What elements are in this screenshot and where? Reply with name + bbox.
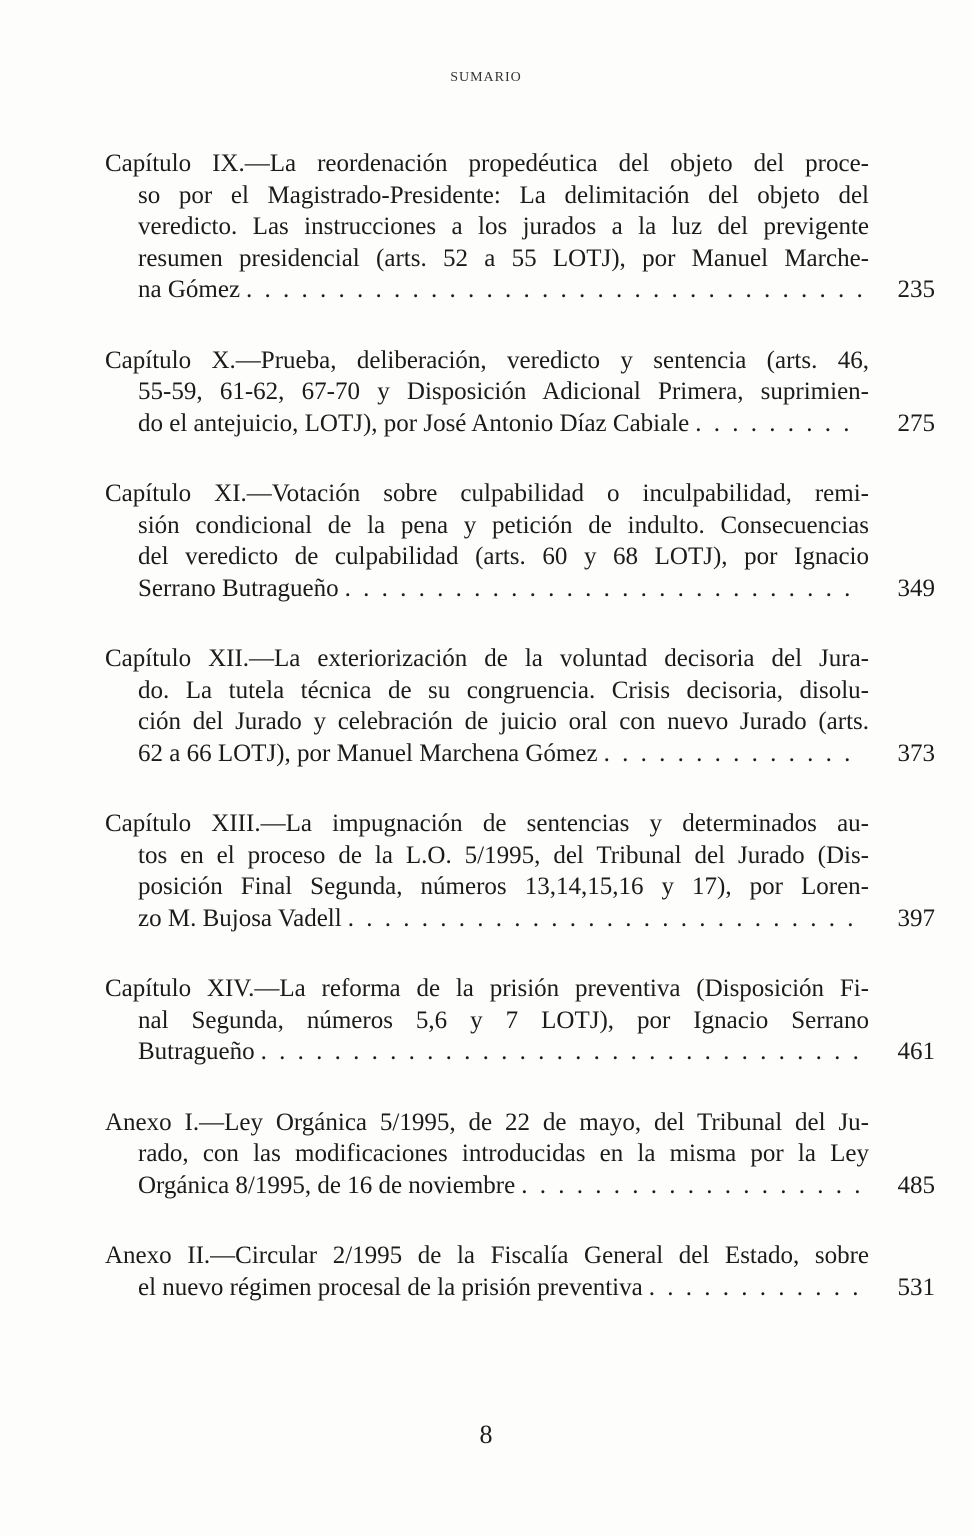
toc-entry-line: Anexo II.—Circular 2/1995 de la Fiscalía General del Estado, sobre: [105, 1242, 869, 1269]
toc-entry-line: el nuevo régimen procesal de la prisión preventiva: [138, 1273, 643, 1301]
toc-entry-line: nal Segunda, números 5,6 y 7 LOTJ), por Ignacio Serrano: [138, 1006, 869, 1034]
toc-entry-line: do. La tutela técnica de su congruencia. Crisis decisoria, disolu-: [138, 676, 869, 704]
toc-entry-annex-1: [105, 1107, 935, 1202]
toc-entry-line: do el antejuicio, LOTJ), por José Antonio Díaz Cabiale: [138, 409, 690, 437]
dot-leader: [348, 903, 863, 935]
toc-entry-last-line: [105, 573, 869, 605]
dot-leader: [345, 573, 863, 605]
toc-entry-last-line: [105, 408, 869, 440]
toc-entry-line: Anexo I.—Ley Orgánica 5/1995, de 22 de mayo, del Tribunal del Ju-: [105, 1108, 869, 1136]
toc-entry-last-line: [105, 903, 869, 935]
page-folio: 8: [479, 1420, 493, 1449]
toc-entry-line: Orgánica 8/1995, de 16 de noviembre: [138, 1171, 516, 1199]
toc-entry-chapter-9: [105, 148, 935, 306]
toc-entry-line: ción del Jurado y celebración de juicio oral con nuevo Jurado (arts.: [138, 708, 869, 735]
page-number: 349: [897, 574, 935, 602]
toc-entry-last-line: [105, 1170, 869, 1202]
dot-leader: [604, 738, 863, 770]
toc-entry-line: veredicto. Las instrucciones a los jurados a la luz del previgente: [138, 213, 869, 240]
toc-entry-chapter-11: [105, 478, 935, 604]
dot-leader: [521, 1170, 863, 1202]
toc-entry-chapter-13: [105, 808, 935, 934]
table-of-contents: [105, 148, 935, 1342]
toc-entry-line: so por el Magistrado-Presidente: La delimitación del objeto del: [138, 181, 869, 209]
page-number: 485: [897, 1171, 935, 1199]
toc-entry-line: Butragueño: [138, 1038, 255, 1065]
toc-entry-line: Capítulo XIII.—La impugnación de sentencias y determinados au-: [105, 810, 869, 837]
toc-entry-chapter-12: [105, 643, 935, 769]
page-number: 531: [897, 1273, 935, 1301]
toc-entry-line: zo M. Bujosa Vadell: [138, 904, 342, 932]
running-head: SUMARIO: [450, 70, 522, 85]
toc-entry-line: Capítulo XII.—La exteriorización de la voluntad decisoria del Jura-: [105, 645, 869, 672]
toc-entry-chapter-10: [105, 345, 935, 440]
dot-leader: [649, 1272, 863, 1304]
dot-leader: [246, 274, 863, 306]
page-number: 373: [897, 739, 935, 767]
toc-entry-last-line: [105, 1036, 869, 1068]
toc-entry-line: Capítulo X.—Prueba, deliberación, veredicto y sentencia (arts. 46,: [105, 346, 869, 374]
toc-entry-line: Serrano Butragueño: [138, 574, 339, 602]
toc-entry-line: 55-59, 61-62, 67-70 y Disposición Adicional Primera, suprimien-: [138, 378, 869, 405]
page-number: 275: [897, 409, 935, 437]
toc-entry-line: Capítulo XIV.—La reforma de la prisión preventiva (Disposición Fi-: [105, 975, 869, 1002]
toc-entry-line: sión condicional de la pena y petición de indulto. Consecuencias: [138, 511, 869, 539]
toc-entry-line: Capítulo IX.—La reordenación propedéutica del objeto del proce-: [105, 150, 869, 177]
toc-entry-line: tos en el proceso de la L.O. 5/1995, del Tribunal del Jurado (Dis-: [138, 841, 869, 869]
toc-entry-line: rado, con las modificaciones introducidas en la misma por la Ley: [138, 1140, 869, 1167]
page-number: 235: [897, 276, 935, 303]
toc-entry-line: del veredicto de culpabilidad (arts. 60 y 68 LOTJ), por Ignacio: [138, 543, 869, 570]
toc-entry-last-line: [105, 274, 869, 306]
toc-entry-line: posición Final Segunda, números 13,14,15,16 y 17), por Loren-: [138, 873, 869, 900]
toc-entry-chapter-14: [105, 973, 935, 1068]
toc-entry-last-line: [105, 738, 869, 770]
toc-entry-line: na Gómez: [138, 276, 241, 303]
toc-entry-line: resumen presidencial (arts. 52 a 55 LOTJ), por Manuel Marche-: [138, 244, 869, 272]
page-number: 397: [897, 904, 935, 932]
page-number: 461: [897, 1038, 935, 1065]
toc-entry-line: 62 a 66 LOTJ), por Manuel Marchena Gómez: [138, 739, 598, 767]
dot-leader: [261, 1036, 863, 1068]
dot-leader: [695, 408, 863, 440]
toc-entry-line: Capítulo XI.—Votación sobre culpabilidad o inculpabilidad, remi-: [105, 480, 869, 507]
toc-entry-last-line: [105, 1272, 869, 1304]
toc-entry-annex-2: [105, 1240, 935, 1303]
